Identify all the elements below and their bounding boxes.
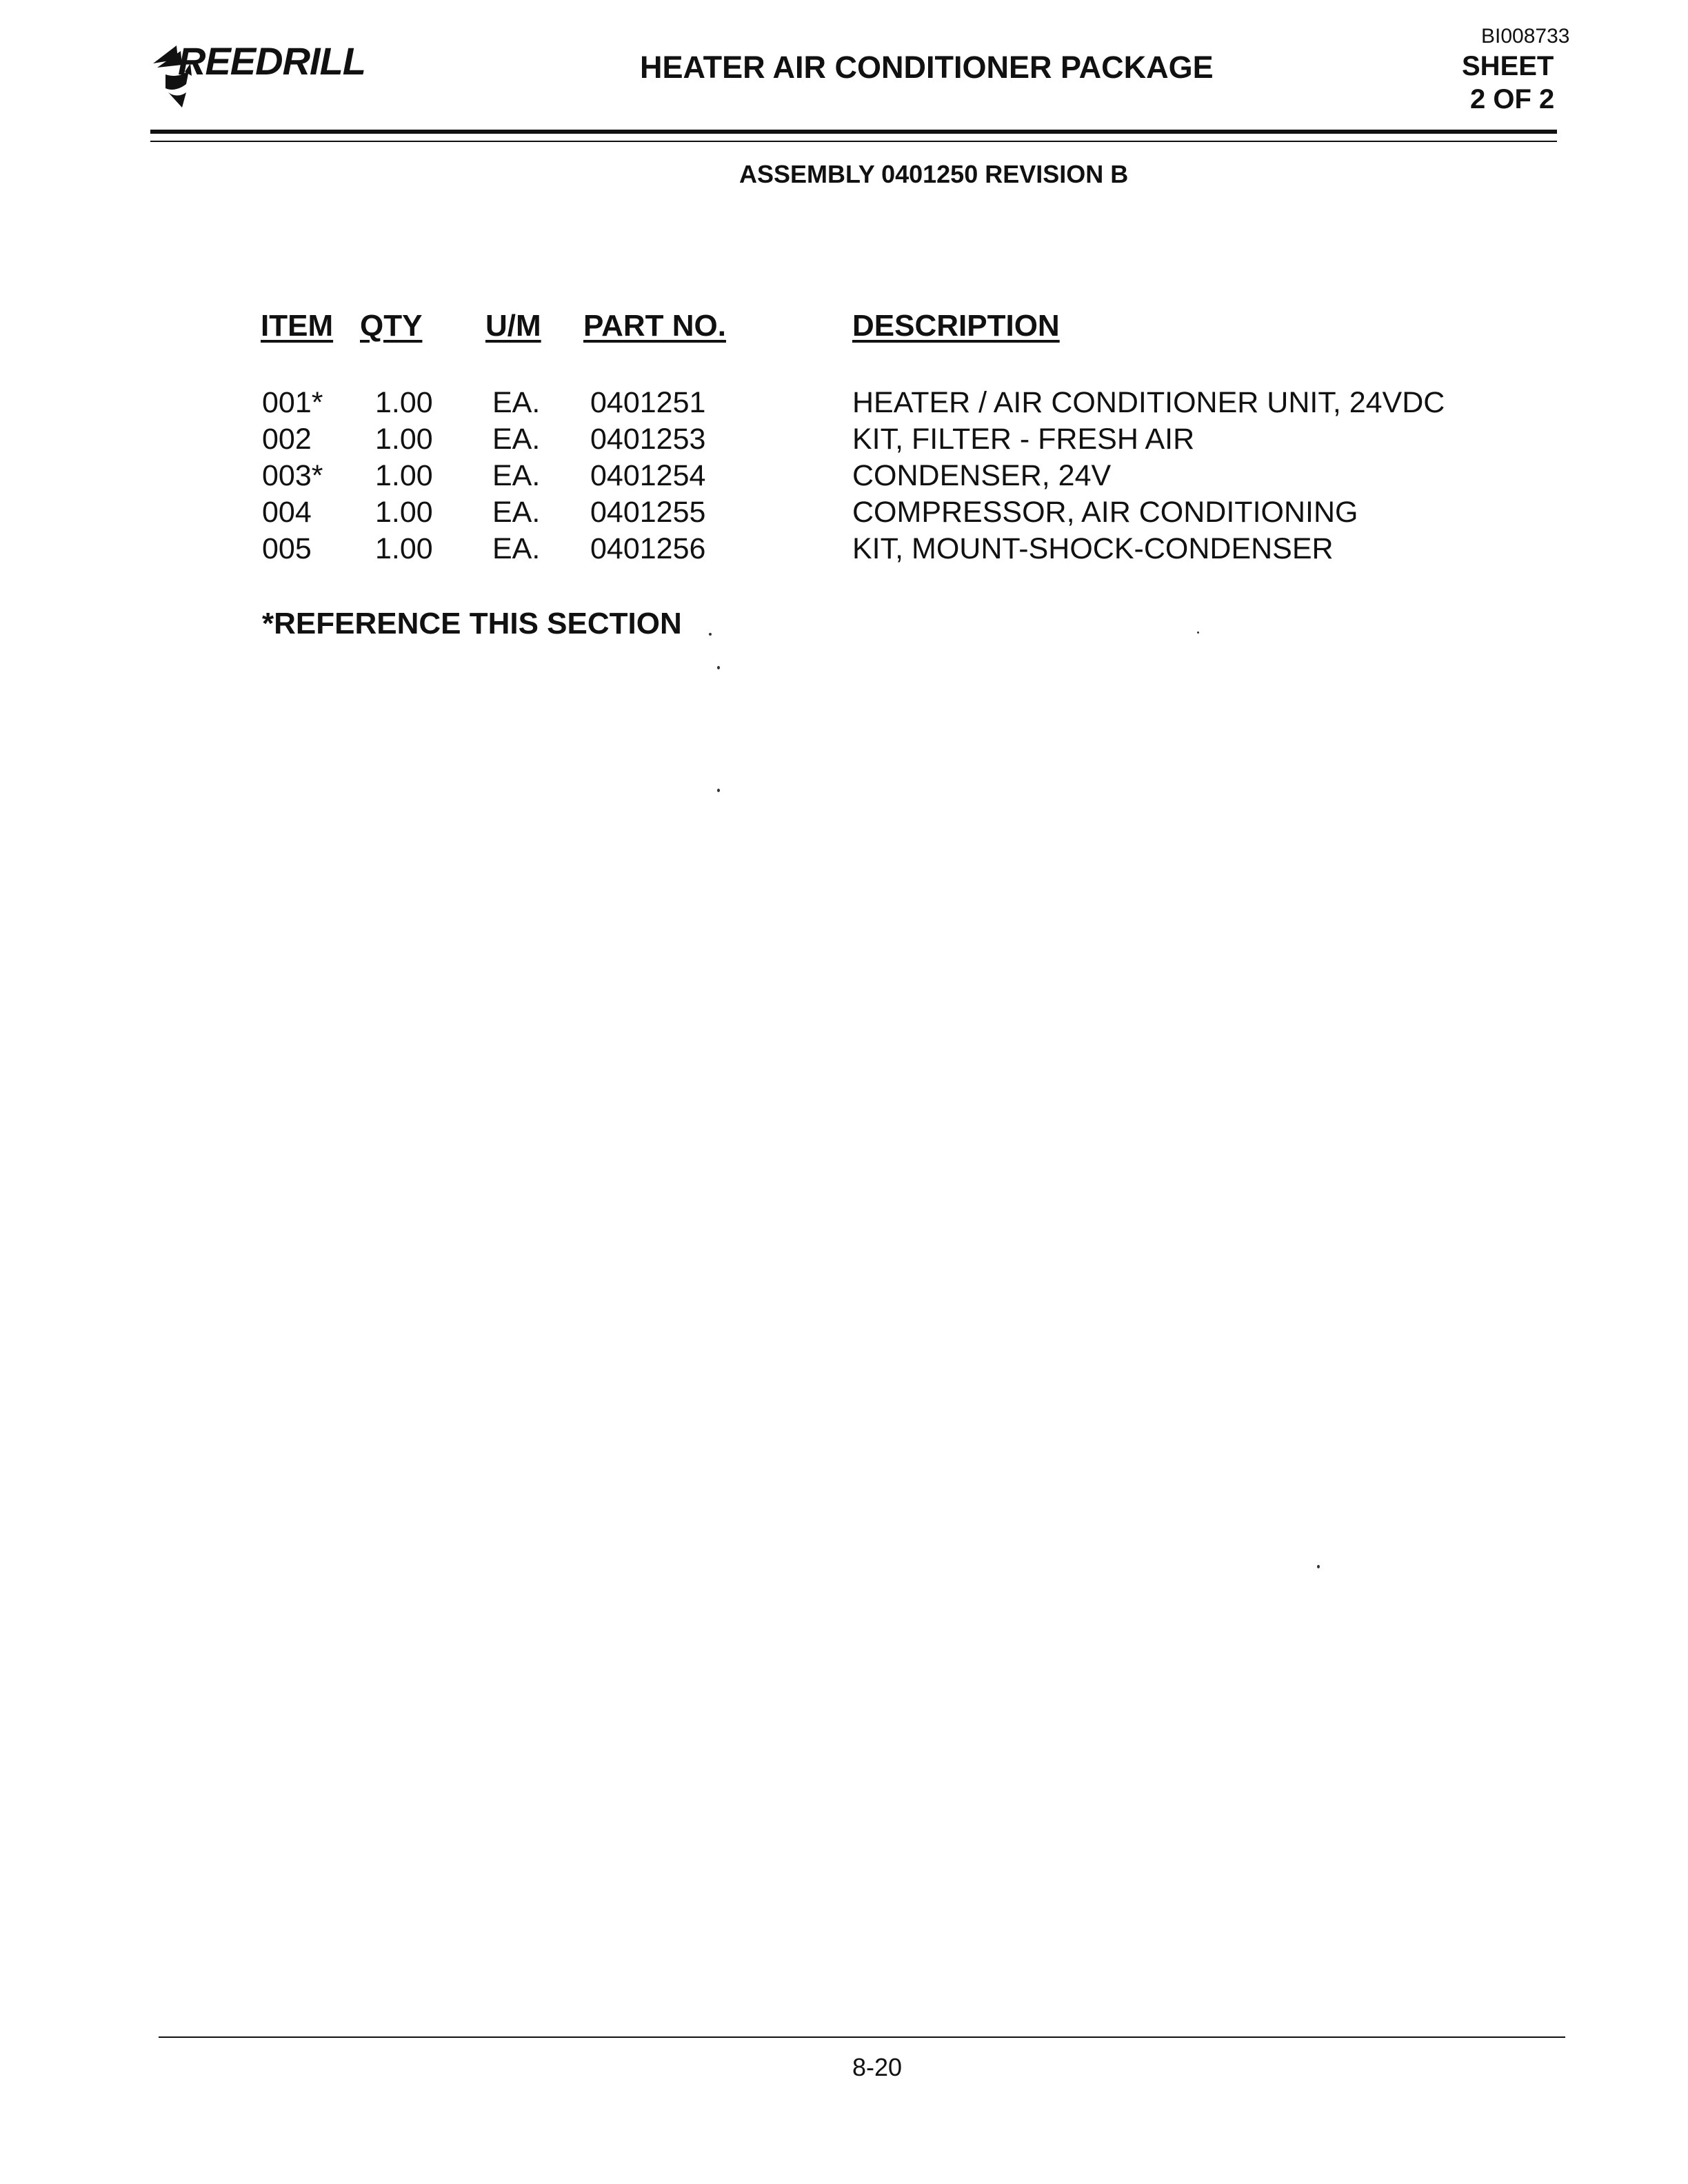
- cell-um: EA.: [492, 459, 541, 492]
- reedrill-logo: [150, 36, 385, 112]
- cell-part-no: 0401254: [590, 459, 706, 492]
- cell-qty: 1.00: [375, 532, 433, 565]
- table-row: [0, 423, 1688, 459]
- cell-part-no: 0401255: [590, 496, 706, 529]
- scan-speck: [709, 633, 712, 636]
- page-number: 8-20: [852, 2053, 903, 2081]
- scan-speck: [1197, 631, 1199, 634]
- cell-part-no: 0401253: [590, 423, 706, 456]
- scan-speck: [717, 666, 720, 669]
- column-header-item: ITEM: [261, 309, 334, 343]
- cell-um: EA.: [492, 532, 541, 565]
- cell-item: 002: [262, 423, 312, 456]
- cell-item: 003*: [262, 459, 323, 492]
- cell-um: EA.: [492, 496, 541, 529]
- cell-description: KIT, MOUNT-SHOCK-CONDENSER: [852, 532, 1334, 565]
- cell-description: CONDENSER, 24V: [852, 459, 1112, 492]
- header-divider-thick: [150, 130, 1557, 134]
- cell-description: KIT, FILTER - FRESH AIR: [852, 423, 1195, 456]
- cell-qty: 1.00: [375, 423, 433, 456]
- table-row: [0, 386, 1688, 423]
- document-code: BI008733: [1481, 25, 1570, 48]
- sheet-label: SHEET: [1462, 51, 1554, 81]
- column-header-description: DESCRIPTION: [852, 309, 1060, 343]
- cell-qty: 1.00: [375, 459, 433, 492]
- cell-um: EA.: [492, 386, 541, 419]
- scan-speck: [1317, 1565, 1320, 1568]
- cell-description: HEATER / AIR CONDITIONER UNIT, 24VDC: [852, 386, 1445, 419]
- column-header-part-no: PART NO.: [583, 309, 726, 343]
- footer-divider: [159, 2036, 1565, 2038]
- cell-part-no: 0401256: [590, 532, 706, 565]
- logo-wordmark: REEDRILL: [178, 39, 365, 83]
- table-row: [0, 496, 1688, 532]
- cell-item: 004: [262, 496, 312, 529]
- cell-description: COMPRESSOR, AIR CONDITIONING: [852, 496, 1358, 529]
- cell-item: 001*: [262, 386, 323, 419]
- column-header-qty: QTY: [360, 309, 423, 343]
- scan-speck: [717, 789, 720, 792]
- header-divider-thin: [150, 141, 1557, 142]
- assembly-heading: ASSEMBLY 0401250 REVISION B: [739, 160, 1129, 188]
- table-row: [0, 459, 1688, 496]
- table-row: [0, 532, 1688, 569]
- column-header-um: U/M: [485, 309, 541, 343]
- sheet-number: 2 OF 2: [1470, 84, 1555, 114]
- cell-part-no: 0401251: [590, 386, 706, 419]
- cell-item: 005: [262, 532, 312, 565]
- document-title: HEATER AIR CONDITIONER PACKAGE: [640, 50, 1214, 85]
- cell-um: EA.: [492, 423, 541, 456]
- cell-qty: 1.00: [375, 386, 433, 419]
- reference-footnote: *REFERENCE THIS SECTION: [262, 607, 682, 640]
- cell-qty: 1.00: [375, 496, 433, 529]
